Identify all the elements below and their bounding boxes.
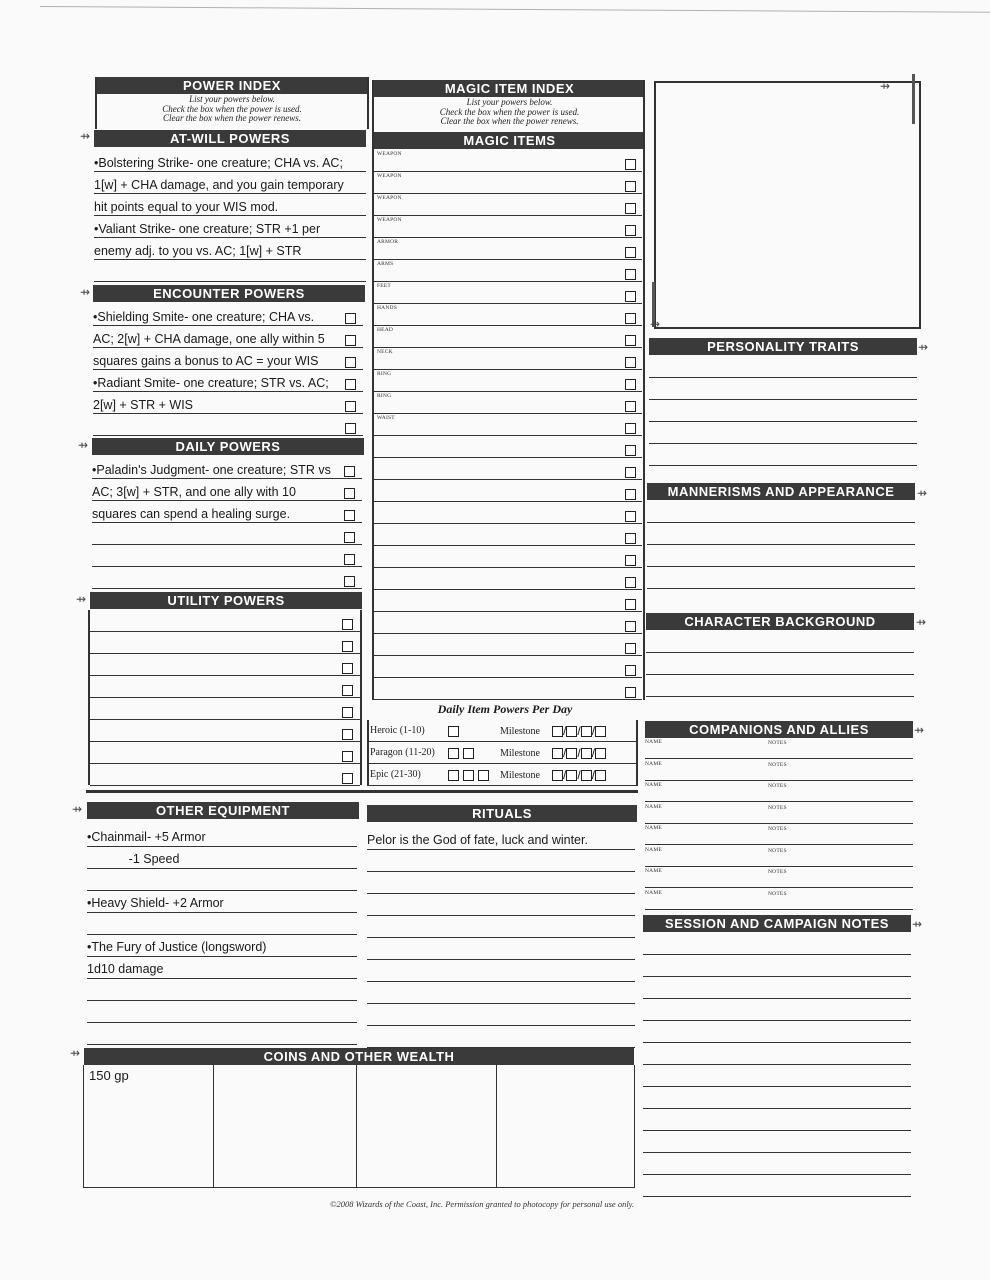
- row-line: [369, 763, 637, 764]
- item-slot-label: ARMS: [377, 261, 394, 267]
- power-used-checkbox[interactable]: [342, 707, 353, 718]
- text-line[interactable]: [643, 999, 911, 1021]
- power-row[interactable]: [92, 567, 362, 589]
- text-line[interactable]: [87, 979, 357, 1001]
- item-slot-label: WEAPON: [377, 195, 402, 201]
- text-line[interactable]: [367, 872, 635, 894]
- milestone-checkbox[interactable]: [552, 770, 563, 781]
- text-line[interactable]: [647, 501, 915, 523]
- instruction-line: Check the box when the power is used.: [439, 106, 580, 117]
- companions-allies-header: COMPANIONS AND ALLIES: [645, 721, 913, 738]
- power-used-checkbox[interactable]: [342, 751, 353, 762]
- arrow-ornament-icon: ⇸: [918, 340, 929, 354]
- companion-name-label: NAME: [645, 782, 662, 788]
- item-used-checkbox[interactable]: [625, 357, 636, 368]
- heroic-milestone-boxes: / / /: [552, 724, 606, 738]
- item-used-checkbox[interactable]: [625, 445, 636, 456]
- power-row[interactable]: [90, 698, 360, 720]
- text-line[interactable]: [87, 869, 357, 891]
- copyright-notice: ©2008 Wizards of the Coast, Inc. Permission granted to photocopy for personal use only.: [330, 1199, 635, 1209]
- arrow-ornament-icon: ⇸: [72, 802, 83, 816]
- text-line[interactable]: [643, 1043, 911, 1065]
- milestone-checkbox[interactable]: [581, 748, 592, 759]
- magic-item-row[interactable]: [374, 656, 642, 678]
- power-used-checkbox[interactable]: [345, 423, 356, 434]
- frame-corner-ornament-icon: ⇸: [650, 317, 661, 331]
- power-row[interactable]: [92, 545, 362, 567]
- utility-powers-header: UTILITY POWERS: [90, 592, 362, 609]
- milestone-checkbox[interactable]: [595, 726, 606, 737]
- wealth-cell[interactable]: 150 gp: [84, 1065, 214, 1187]
- power-row[interactable]: 1[w] + CHA damage, and you gain temporary: [94, 172, 366, 194]
- daily-item-powers-title: Daily Item Powers Per Day: [437, 702, 573, 716]
- item-slot-label: WEAPON: [377, 217, 402, 223]
- magic-item-row[interactable]: [374, 216, 642, 238]
- daily-items-border: [636, 720, 638, 786]
- item-used-checkbox[interactable]: [625, 313, 636, 324]
- milestone-label: Milestone: [500, 726, 540, 737]
- arrow-ornament-icon: ⇸: [76, 592, 87, 606]
- companion-notes-label: NOTES: [768, 890, 787, 897]
- power-index-border: [95, 77, 97, 129]
- text-line[interactable]: [646, 631, 914, 653]
- companion-name-label: NAME: [645, 889, 662, 896]
- companion-notes-label: NOTES: [768, 826, 787, 832]
- magic-item-row[interactable]: [374, 414, 642, 436]
- companion-name-label: NAME: [645, 760, 662, 767]
- power-row[interactable]: [94, 260, 366, 282]
- power-row[interactable]: [92, 523, 362, 545]
- power-used-checkbox[interactable]: [342, 641, 353, 652]
- text-line[interactable]: [367, 850, 635, 872]
- wealth-cell[interactable]: [216, 1065, 357, 1187]
- text-line[interactable]: [87, 1023, 357, 1045]
- epic-label: Epic (21-30): [370, 769, 421, 780]
- item-slot-label: FEET: [377, 283, 391, 289]
- heroic-label: Heroic (1-10): [370, 725, 425, 736]
- magic-item-row[interactable]: [374, 458, 642, 480]
- item-slot-label: NECK: [377, 349, 393, 355]
- power-row[interactable]: •Radiant Smite- one creature; STR vs. AC;: [93, 370, 363, 392]
- power-used-checkbox[interactable]: [344, 488, 355, 499]
- text-line[interactable]: [367, 960, 635, 982]
- power-row[interactable]: •Paladin's Judgment- one creature; STR vs: [92, 457, 362, 479]
- item-used-checkbox[interactable]: [625, 621, 636, 632]
- utility-border: [360, 610, 362, 785]
- power-row[interactable]: [93, 414, 363, 436]
- coins-wealth-header: COINS AND OTHER WEALTH: [84, 1048, 634, 1065]
- item-used-checkbox[interactable]: [625, 665, 636, 676]
- item-used-checkbox[interactable]: [625, 555, 636, 566]
- power-row[interactable]: hit points equal to your WIS mod.: [94, 194, 366, 216]
- power-used-checkbox[interactable]: [344, 554, 355, 565]
- companion-name-label: NAME: [645, 739, 662, 745]
- magic-item-index-header: MAGIC ITEM INDEX: [374, 80, 645, 97]
- text-line[interactable]: •Chainmail- +5 Armor: [87, 825, 357, 847]
- paragon-milestone-boxes: / / /: [552, 746, 606, 760]
- power-used-checkbox[interactable]: [345, 379, 356, 390]
- magic-items-header: MAGIC ITEMS: [374, 132, 645, 149]
- paragon-checkbox[interactable]: [463, 748, 474, 759]
- magic-item-row[interactable]: [374, 260, 642, 282]
- magic-item-row[interactable]: [374, 678, 642, 700]
- magic-item-row[interactable]: [374, 502, 642, 524]
- section-divider: [86, 790, 638, 793]
- magic-item-row[interactable]: [374, 370, 642, 392]
- text-line[interactable]: [643, 933, 911, 955]
- text-line[interactable]: [643, 1065, 911, 1087]
- magic-item-row[interactable]: [374, 546, 642, 568]
- power-row[interactable]: [90, 742, 360, 764]
- power-row[interactable]: 2[w] + STR + WIS: [93, 392, 363, 414]
- text-line[interactable]: [643, 1131, 911, 1153]
- item-slot-label: RING: [377, 393, 392, 399]
- magic-item-row[interactable]: [374, 590, 642, 612]
- text-line[interactable]: [643, 1175, 911, 1197]
- milestone-label: Milestone: [500, 770, 540, 781]
- arrow-ornament-icon: ⇸: [914, 723, 925, 737]
- magic-item-row[interactable]: [374, 480, 642, 502]
- item-slot-label: WEAPON: [377, 151, 402, 157]
- power-used-checkbox[interactable]: [344, 466, 355, 477]
- power-used-checkbox[interactable]: [342, 773, 353, 784]
- power-used-checkbox[interactable]: [342, 663, 353, 674]
- personality-traits-header: PERSONALITY TRAITS: [649, 338, 917, 355]
- instruction-line: Clear the box when the power renews.: [440, 116, 579, 126]
- power-used-checkbox[interactable]: [345, 313, 356, 324]
- magic-item-row[interactable]: [374, 392, 642, 414]
- other-equipment-header: OTHER EQUIPMENT: [87, 802, 359, 819]
- magic-item-row[interactable]: [374, 436, 642, 458]
- item-used-checkbox[interactable]: [625, 687, 636, 698]
- companion-notes-label: NOTES: [768, 847, 787, 854]
- text-line[interactable]: [367, 1004, 635, 1026]
- power-row[interactable]: •Bolstering Strike- one creature; CHA vs. AC;: [94, 150, 366, 172]
- power-row[interactable]: squares can spend a healing surge.: [92, 501, 362, 523]
- milestone-checkbox[interactable]: [595, 770, 606, 781]
- magic-item-row[interactable]: [374, 194, 642, 216]
- companion-name-label: NAME: [645, 868, 662, 874]
- arrow-ornament-icon: ⇸: [78, 438, 89, 452]
- magic-item-row[interactable]: [374, 304, 642, 326]
- milestone-checkbox[interactable]: [566, 770, 577, 781]
- power-used-checkbox[interactable]: [344, 510, 355, 521]
- wealth-cell[interactable]: [358, 1065, 497, 1187]
- magic-item-index-instructions: [374, 98, 645, 127]
- magic-item-row[interactable]: [374, 150, 642, 172]
- power-used-checkbox[interactable]: [345, 401, 356, 412]
- text-line[interactable]: [643, 1021, 911, 1043]
- item-slot-label: WEAPON: [377, 173, 402, 179]
- text-line[interactable]: [647, 545, 915, 567]
- arrow-ornament-icon: ⇸: [80, 285, 91, 299]
- power-row[interactable]: •Valiant Strike- one creature; STR +1 per: [94, 216, 366, 238]
- text-line[interactable]: [649, 378, 917, 400]
- power-row[interactable]: AC; 2[w] + CHA damage, one ally within 5: [93, 326, 363, 348]
- text-line[interactable]: [367, 938, 635, 960]
- item-used-checkbox[interactable]: [625, 643, 636, 654]
- item-used-checkbox[interactable]: [625, 489, 636, 500]
- text-line[interactable]: •The Fury of Justice (longsword): [87, 935, 357, 957]
- item-used-checkbox[interactable]: [625, 379, 636, 390]
- power-row[interactable]: [90, 632, 360, 654]
- epic-checkbox[interactable]: [478, 770, 489, 781]
- daily-powers-header: DAILY POWERS: [92, 438, 364, 455]
- text-line[interactable]: [647, 567, 915, 589]
- coins-wealth-table: [83, 1065, 635, 1188]
- power-row[interactable]: AC; 3[w] + STR, and one ally with 10: [92, 479, 362, 501]
- epic-checkbox[interactable]: [448, 770, 459, 781]
- power-index-header: POWER INDEX: [96, 77, 368, 94]
- text-line[interactable]: [649, 356, 917, 378]
- milestone-checkbox[interactable]: [552, 748, 563, 759]
- companion-notes-label: NOTES: [768, 740, 787, 746]
- item-used-checkbox[interactable]: [625, 467, 636, 478]
- text-line[interactable]: [367, 894, 635, 916]
- heroic-checkbox[interactable]: [448, 726, 459, 737]
- text-line[interactable]: [647, 523, 915, 545]
- text-line[interactable]: [646, 675, 914, 697]
- companion-name-label: NAME: [645, 803, 662, 810]
- milestone-label: Milestone: [500, 748, 540, 759]
- text-line[interactable]: -1 Speed: [87, 847, 357, 869]
- power-row[interactable]: [90, 610, 360, 632]
- magic-item-row[interactable]: [374, 238, 642, 260]
- character-portrait-frame[interactable]: [654, 81, 921, 329]
- item-slot-label: RING: [377, 371, 392, 377]
- companion-notes-label: NOTES: [768, 783, 787, 789]
- encounter-powers-header: ENCOUNTER POWERS: [93, 285, 365, 302]
- companion-notes-label: NOTES: [768, 869, 787, 875]
- item-used-checkbox[interactable]: [625, 159, 636, 170]
- power-used-checkbox[interactable]: [342, 619, 353, 630]
- arrow-ornament-icon: ⇸: [70, 1046, 81, 1060]
- arrow-ornament-icon: ⇸: [80, 129, 91, 143]
- milestone-checkbox[interactable]: [581, 770, 592, 781]
- row-line: [369, 785, 637, 786]
- at-will-powers-header: AT-WILL POWERS: [94, 130, 366, 147]
- magic-items-border: [643, 80, 645, 700]
- item-slot-label: HANDS: [377, 305, 397, 311]
- item-slot-label: WAIST: [377, 415, 395, 421]
- epic-checkbox[interactable]: [463, 770, 474, 781]
- text-line[interactable]: [643, 955, 911, 977]
- item-used-checkbox[interactable]: [625, 247, 636, 258]
- power-index-border: [367, 77, 369, 129]
- item-used-checkbox[interactable]: [625, 291, 636, 302]
- power-row[interactable]: squares gains a bonus to AC = your WIS: [93, 348, 363, 370]
- magic-item-row[interactable]: [374, 326, 642, 348]
- paragon-label: Paragon (11-20): [370, 747, 435, 758]
- text-line[interactable]: [367, 916, 635, 938]
- wealth-cell[interactable]: [498, 1065, 632, 1187]
- instruction-line: List your powers below.: [189, 94, 275, 104]
- magic-item-row[interactable]: [374, 634, 642, 656]
- item-used-checkbox[interactable]: [625, 181, 636, 192]
- item-used-checkbox[interactable]: [625, 335, 636, 346]
- companion-name-label: NAME: [645, 825, 662, 831]
- companion-notes-label: NOTES: [768, 761, 787, 768]
- power-used-checkbox[interactable]: [345, 357, 356, 368]
- instruction-line: Clear the box when the power renews.: [163, 113, 301, 123]
- power-used-checkbox[interactable]: [342, 729, 353, 740]
- milestone-checkbox[interactable]: [566, 748, 577, 759]
- power-used-checkbox[interactable]: [342, 685, 353, 696]
- paragon-checkbox[interactable]: [448, 748, 459, 759]
- item-used-checkbox[interactable]: [625, 577, 636, 588]
- frame-corner-ornament-icon: ⇸: [880, 79, 891, 93]
- milestone-checkbox[interactable]: [552, 726, 563, 737]
- item-slot-label: ARMOR: [377, 239, 399, 245]
- row-line: [369, 741, 637, 742]
- instruction-line: List your powers below.: [466, 97, 553, 107]
- milestone-checkbox[interactable]: [566, 726, 577, 737]
- power-index-instructions: [96, 95, 368, 124]
- magic-item-row[interactable]: [374, 568, 642, 590]
- power-row[interactable]: enemy adj. to you vs. AC; 1[w] + STR: [94, 238, 366, 260]
- text-line[interactable]: [367, 982, 635, 1004]
- magic-items-border: [372, 80, 374, 700]
- item-used-checkbox[interactable]: [625, 511, 636, 522]
- power-row[interactable]: [90, 720, 360, 742]
- text-line[interactable]: [367, 1026, 635, 1048]
- rituals-header: RITUALS: [367, 805, 637, 822]
- power-row[interactable]: [90, 676, 360, 698]
- milestone-checkbox[interactable]: [595, 748, 606, 759]
- session-campaign-notes-header: SESSION AND CAMPAIGN NOTES: [643, 915, 911, 932]
- text-line[interactable]: [87, 1001, 357, 1023]
- power-row[interactable]: [90, 654, 360, 676]
- text-line[interactable]: [646, 653, 914, 675]
- frame-ornament: [912, 74, 915, 124]
- power-row[interactable]: [90, 764, 360, 786]
- power-row[interactable]: •Shielding Smite- one creature; CHA vs.: [93, 304, 363, 326]
- text-line[interactable]: •Heavy Shield- +2 Armor: [87, 891, 357, 913]
- magic-item-row[interactable]: [374, 612, 642, 634]
- magic-item-row[interactable]: [374, 348, 642, 370]
- text-line[interactable]: [87, 913, 357, 935]
- milestone-checkbox[interactable]: [581, 726, 592, 737]
- text-line[interactable]: [643, 977, 911, 999]
- item-slot-label: HEAD: [377, 327, 394, 333]
- text-line[interactable]: [643, 1087, 911, 1109]
- companion-name-label: NAME: [645, 846, 662, 853]
- power-used-checkbox[interactable]: [344, 532, 355, 543]
- text-line[interactable]: [649, 422, 917, 444]
- text-line[interactable]: [649, 444, 917, 466]
- item-used-checkbox[interactable]: [625, 599, 636, 610]
- item-used-checkbox[interactable]: [625, 203, 636, 214]
- character-background-header: CHARACTER BACKGROUND: [646, 613, 914, 630]
- arrow-ornament-icon: ⇸: [917, 486, 928, 500]
- magic-item-row[interactable]: [374, 524, 642, 546]
- item-used-checkbox[interactable]: [625, 225, 636, 236]
- daily-items-border: [367, 720, 369, 786]
- text-line[interactable]: [649, 400, 917, 422]
- text-line[interactable]: [643, 1109, 911, 1131]
- text-line[interactable]: Pelor is the God of fate, luck and winter.: [367, 828, 635, 850]
- companion-notes-label: NOTES: [768, 804, 787, 811]
- utility-border: [88, 610, 90, 785]
- arrow-ornament-icon: ⇸: [912, 917, 923, 931]
- text-line[interactable]: 1d10 damage: [87, 957, 357, 979]
- instruction-line: Check the box when the power is used.: [162, 103, 302, 114]
- power-used-checkbox[interactable]: [344, 576, 355, 587]
- item-used-checkbox[interactable]: [625, 401, 636, 412]
- power-used-checkbox[interactable]: [345, 335, 356, 346]
- page-top-line: [40, 6, 990, 13]
- item-used-checkbox[interactable]: [625, 423, 636, 434]
- text-line[interactable]: [643, 1153, 911, 1175]
- mannerisms-appearance-header: MANNERISMS AND APPEARANCE: [647, 483, 915, 500]
- arrow-ornament-icon: ⇸: [916, 615, 927, 629]
- epic-milestone-boxes: / / /: [552, 768, 606, 782]
- item-used-checkbox[interactable]: [625, 269, 636, 280]
- magic-item-row[interactable]: [374, 172, 642, 194]
- item-used-checkbox[interactable]: [625, 533, 636, 544]
- magic-item-row[interactable]: [374, 282, 642, 304]
